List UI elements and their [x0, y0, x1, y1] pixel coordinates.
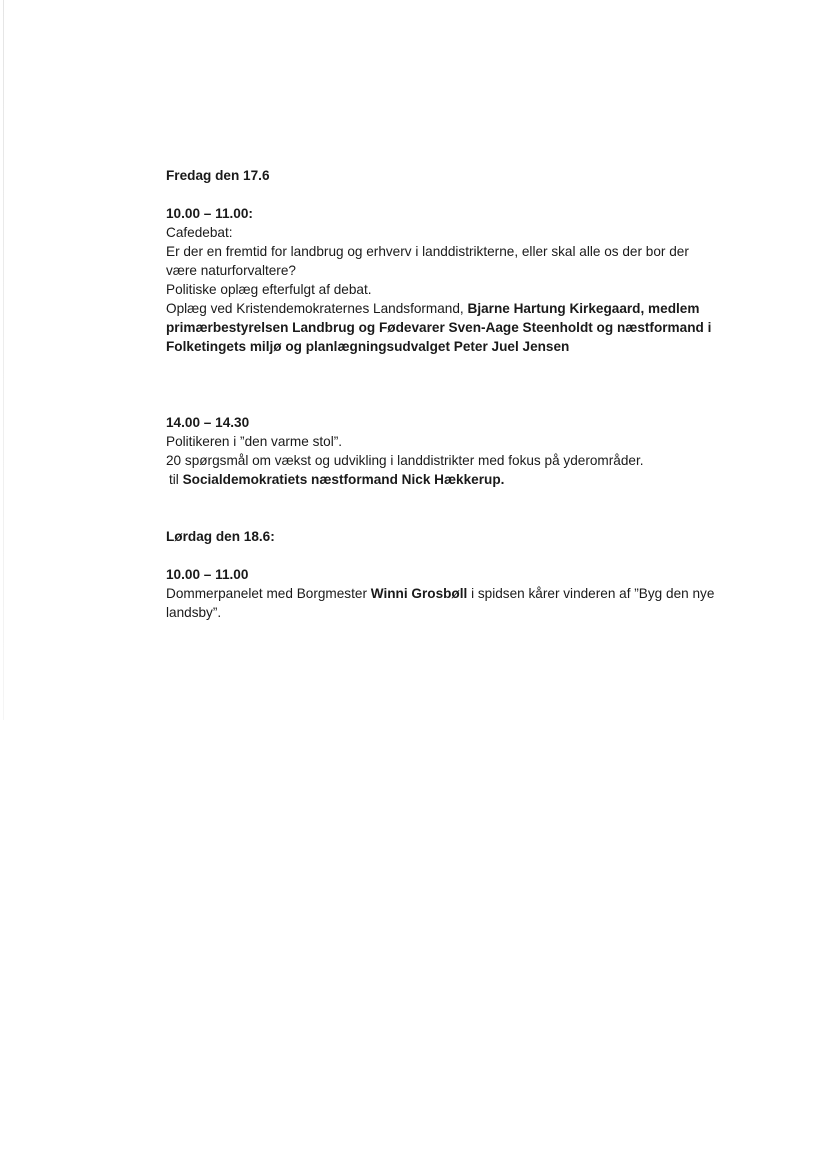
friday-session2-time: 14.00 – 14.30 [166, 415, 250, 430]
friday-session1-format: Politiske oplæg efterfulgt af debat. [166, 282, 372, 297]
saturday-session1-text-line1 [166, 584, 746, 603]
friday-heading: Fredag den 17.6 [166, 168, 270, 183]
friday-session2-title: Politikeren i ”den varme stol”. [166, 434, 343, 449]
friday-session1-question-line1: Er der en fremtid for landbrug og erhverv i landdistrikterne, eller skal alle os der bor der [166, 244, 689, 259]
friday-session1-speakers-line1 [166, 299, 746, 318]
friday-session2-recipient [166, 470, 746, 489]
speakers-bold-1: Bjarne Hartung Kirkegaard, medlem [467, 301, 700, 316]
friday-session1-question-line2: være naturforvaltere? [166, 263, 296, 278]
friday-session1-title: Cafedebat: [166, 225, 233, 240]
friday-session1-time: 10.00 – 11.00: [166, 206, 253, 221]
program-content [166, 166, 746, 622]
jury-prefix: Dommerpanelet med Borgmester [166, 586, 371, 601]
jury-mayor-name: Winni Grosbøll [370, 586, 468, 601]
recipient-prefix: til [169, 472, 183, 487]
friday-session2-description: 20 spørgsmål om vækst og udvikling i landdistrikter med fokus på yderområder. [166, 453, 644, 468]
friday-session1-speakers-line3: Folketingets miljø og planlægningsudvalget Peter Juel Jensen [166, 339, 570, 354]
speakers-intro: Oplæg ved Kristendemokraternes Landsformand, [166, 301, 468, 316]
saturday-session1-time: 10.00 – 11.00 [166, 567, 249, 582]
jury-suffix: i spidsen kårer vinderen af ”Byg den nye [467, 586, 715, 601]
saturday-heading: Lørdag den 18.6: [166, 529, 275, 544]
friday-session1-speakers-line2: primærbestyrelsen Landbrug og Fødevarer Sven-Aage Steenholdt og næstformand i [166, 320, 712, 335]
scan-edge [3, 0, 4, 720]
recipient-name: Socialdemokratiets næstformand Nick Hækkerup. [182, 472, 505, 487]
saturday-session1-text-line2: landsby”. [166, 605, 222, 620]
